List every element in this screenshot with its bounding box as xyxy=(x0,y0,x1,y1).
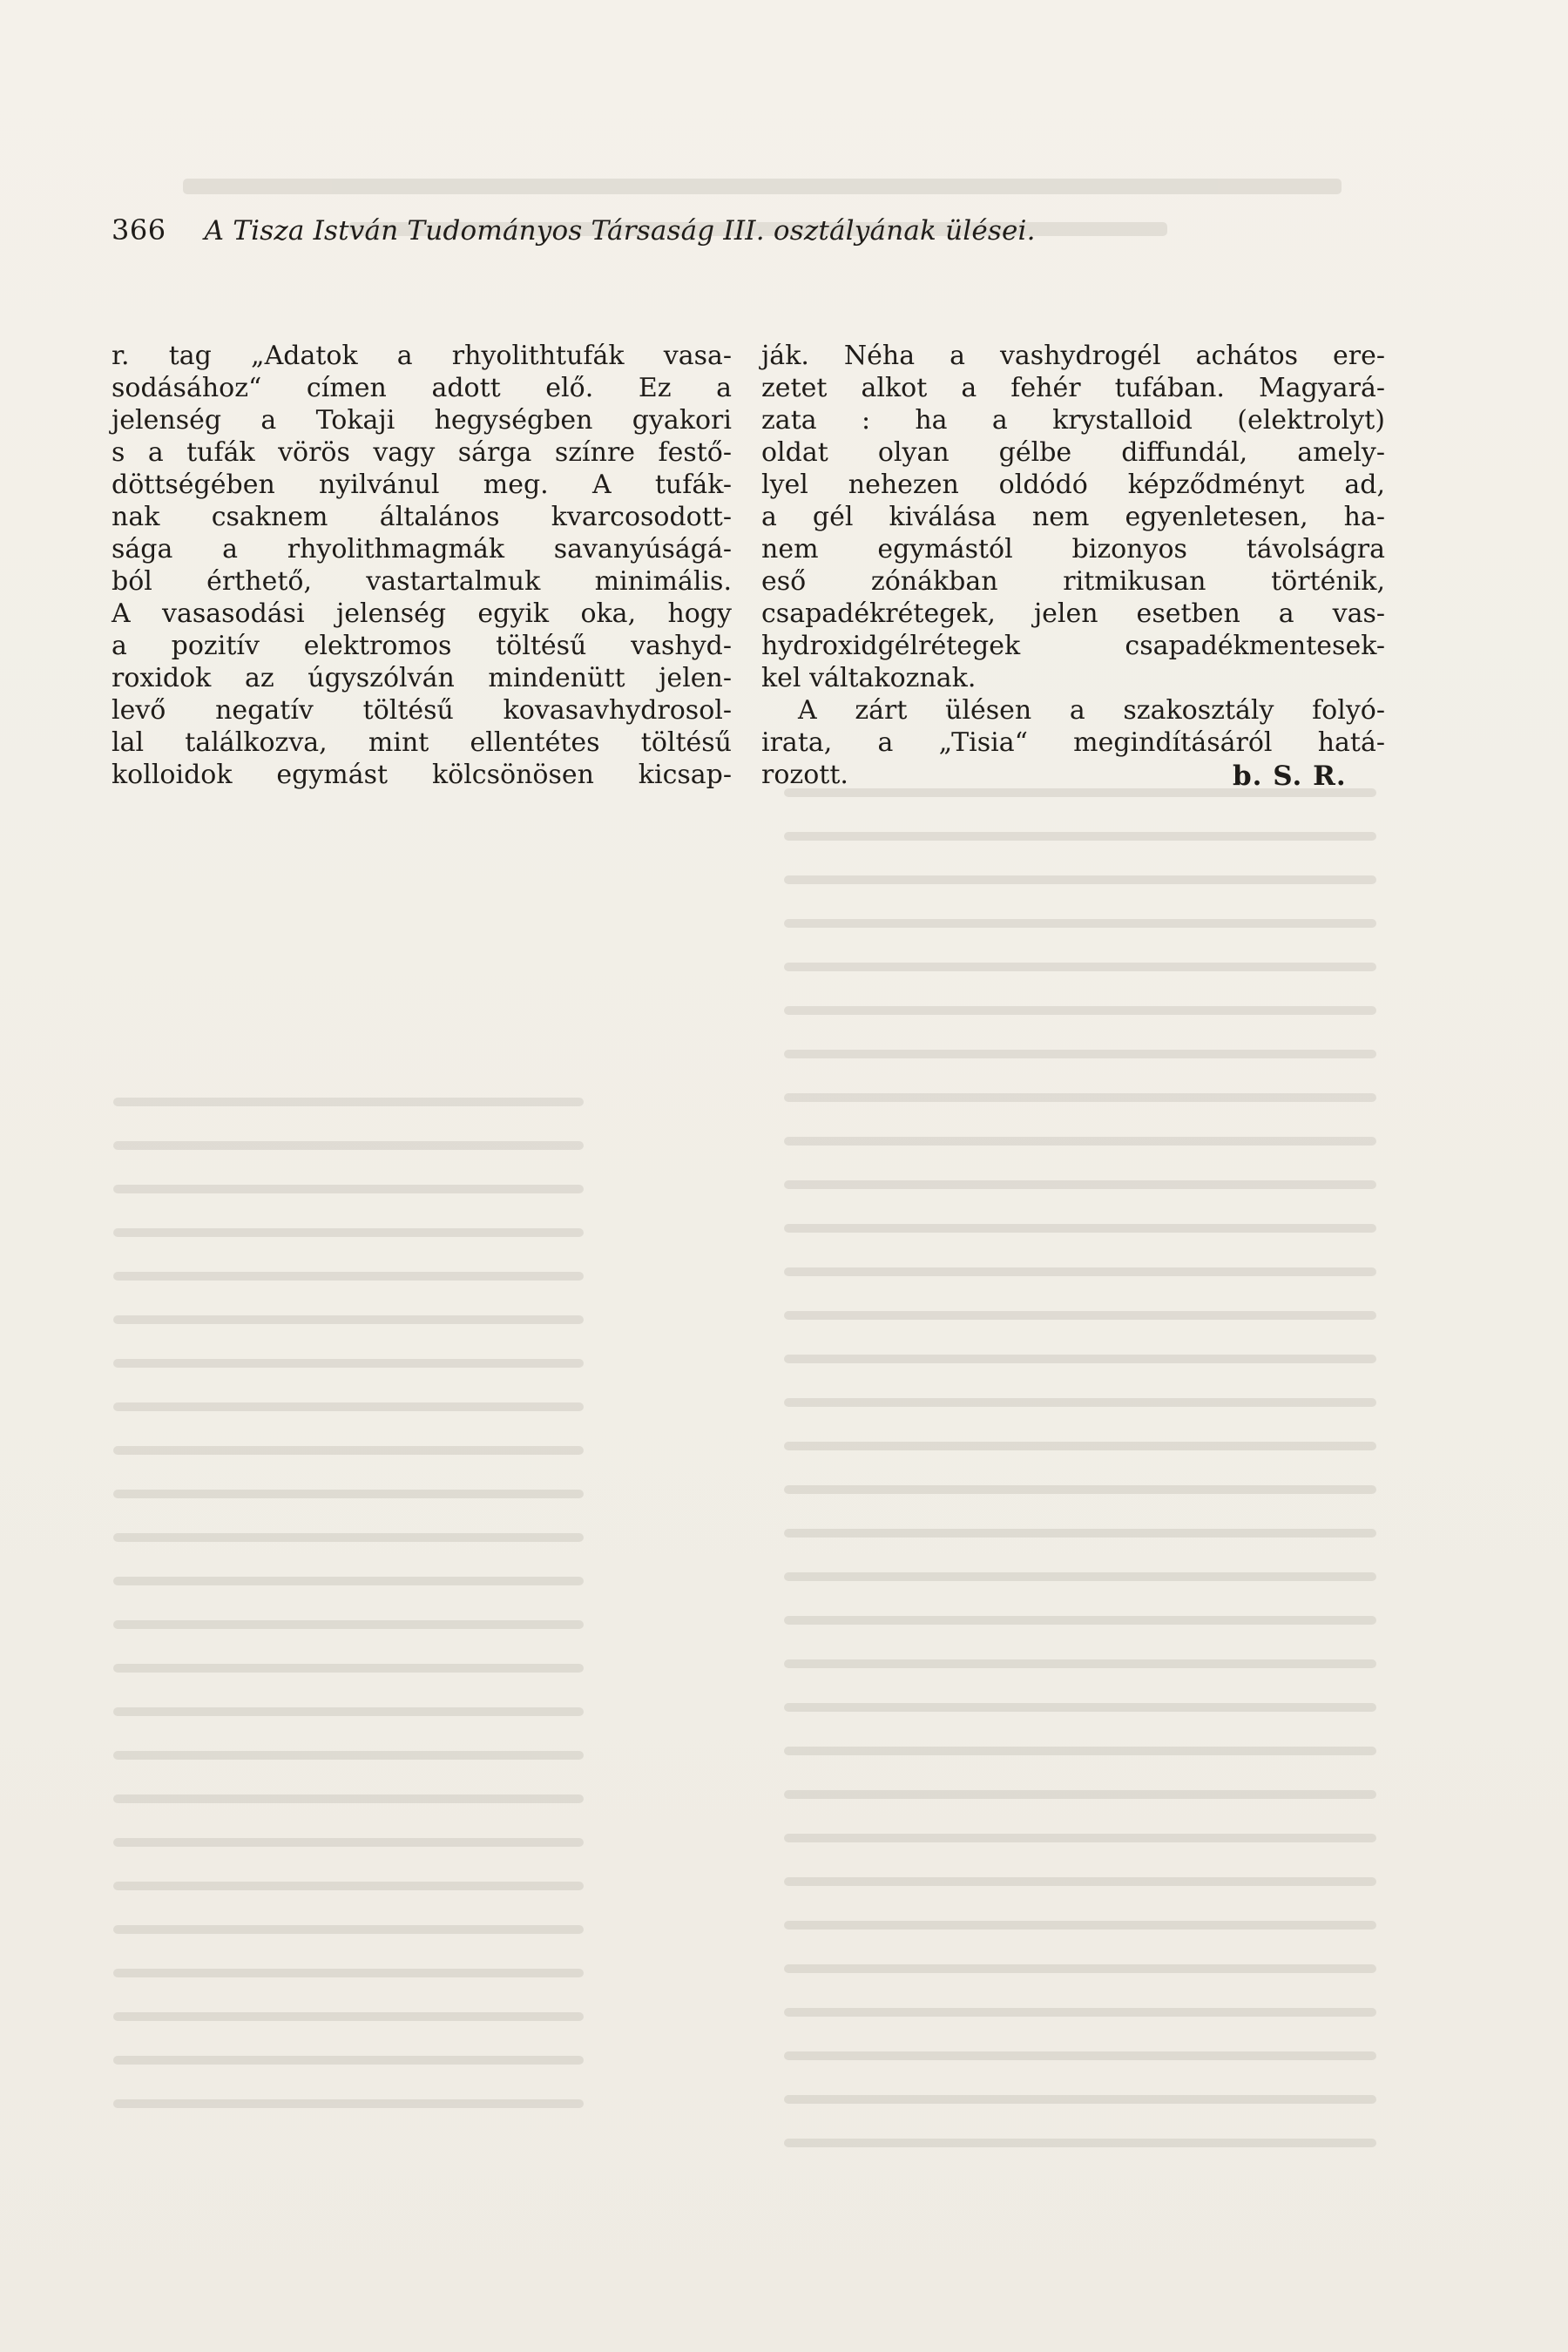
text-line: r. tag „Adatok a rhyolithtufák vasa- xyxy=(112,341,732,371)
page-header xyxy=(112,213,1383,260)
text-line: nem egymástól bizonyos távolságra xyxy=(761,534,1385,564)
text-line: s a tufák vörös vagy sárga színre festő- xyxy=(112,437,732,468)
running-head: A Tisza István Tudományos Társaság III. osztályának ülései. xyxy=(204,215,1036,247)
paragraph-start-line: A zárt ülésen a szakosztály folyó- xyxy=(798,695,1385,726)
text-line: sodásához“ címen adott elő. Ez a xyxy=(112,373,732,403)
text-line: roxidok az úgyszólván mindenütt jelen- xyxy=(112,663,732,693)
text-line: oldat olyan gélbe diffundál, amely- xyxy=(761,437,1385,468)
author-initials: b. S. R. xyxy=(1233,760,1347,792)
text-line: sága a rhyolithmagmák savanyúságá- xyxy=(112,534,732,564)
text-line: a pozitív elektromos töltésű vashyd- xyxy=(112,631,732,661)
text-line: zetet alkot a fehér tufában. Magyará- xyxy=(761,373,1385,403)
text-line: kel váltakoznak. xyxy=(761,663,977,693)
text-line: ból érthető, vastartalmuk minimális. xyxy=(112,566,732,597)
text-line: eső zónákban ritmikusan történik, xyxy=(761,566,1385,597)
text-line: ják. Néha a vashydrogél achátos ere- xyxy=(761,341,1385,371)
text-line: zata : ha a krystalloid (elektrolyt) xyxy=(761,405,1385,436)
right-text-column xyxy=(761,340,1385,791)
text-line: lyel nehezen oldódó képződményt ad, xyxy=(761,470,1385,500)
text-line: A vasasodási jelenség egyik oka, hogy xyxy=(112,598,732,629)
text-line: kolloidok egymást kölcsönösen kicsap- xyxy=(112,760,732,790)
text-line: nak csaknem általános kvarcosodott- xyxy=(112,502,732,532)
text-line: döttségében nyilvánul meg. A tufák- xyxy=(112,470,732,500)
text-line: levő negatív töltésű kovasavhydrosol- xyxy=(112,695,732,726)
text-line: hydroxidgélrétegek csapadékmentesek- xyxy=(761,631,1385,661)
page-number: 366 xyxy=(112,213,166,247)
text-line: lal találkozva, mint ellentétes töltésű xyxy=(112,727,732,758)
text-line: rozott. xyxy=(761,760,848,790)
text-line: jelenség a Tokaji hegységben gyakori xyxy=(112,405,732,436)
left-text-column xyxy=(112,340,732,791)
text-line: a gél kiválása nem egyenletesen, ha- xyxy=(761,502,1385,532)
text-line: csapadékrétegek, jelen esetben a vas- xyxy=(761,598,1385,629)
text-line: irata, a „Tisia“ megindításáról hatá- xyxy=(761,727,1385,758)
